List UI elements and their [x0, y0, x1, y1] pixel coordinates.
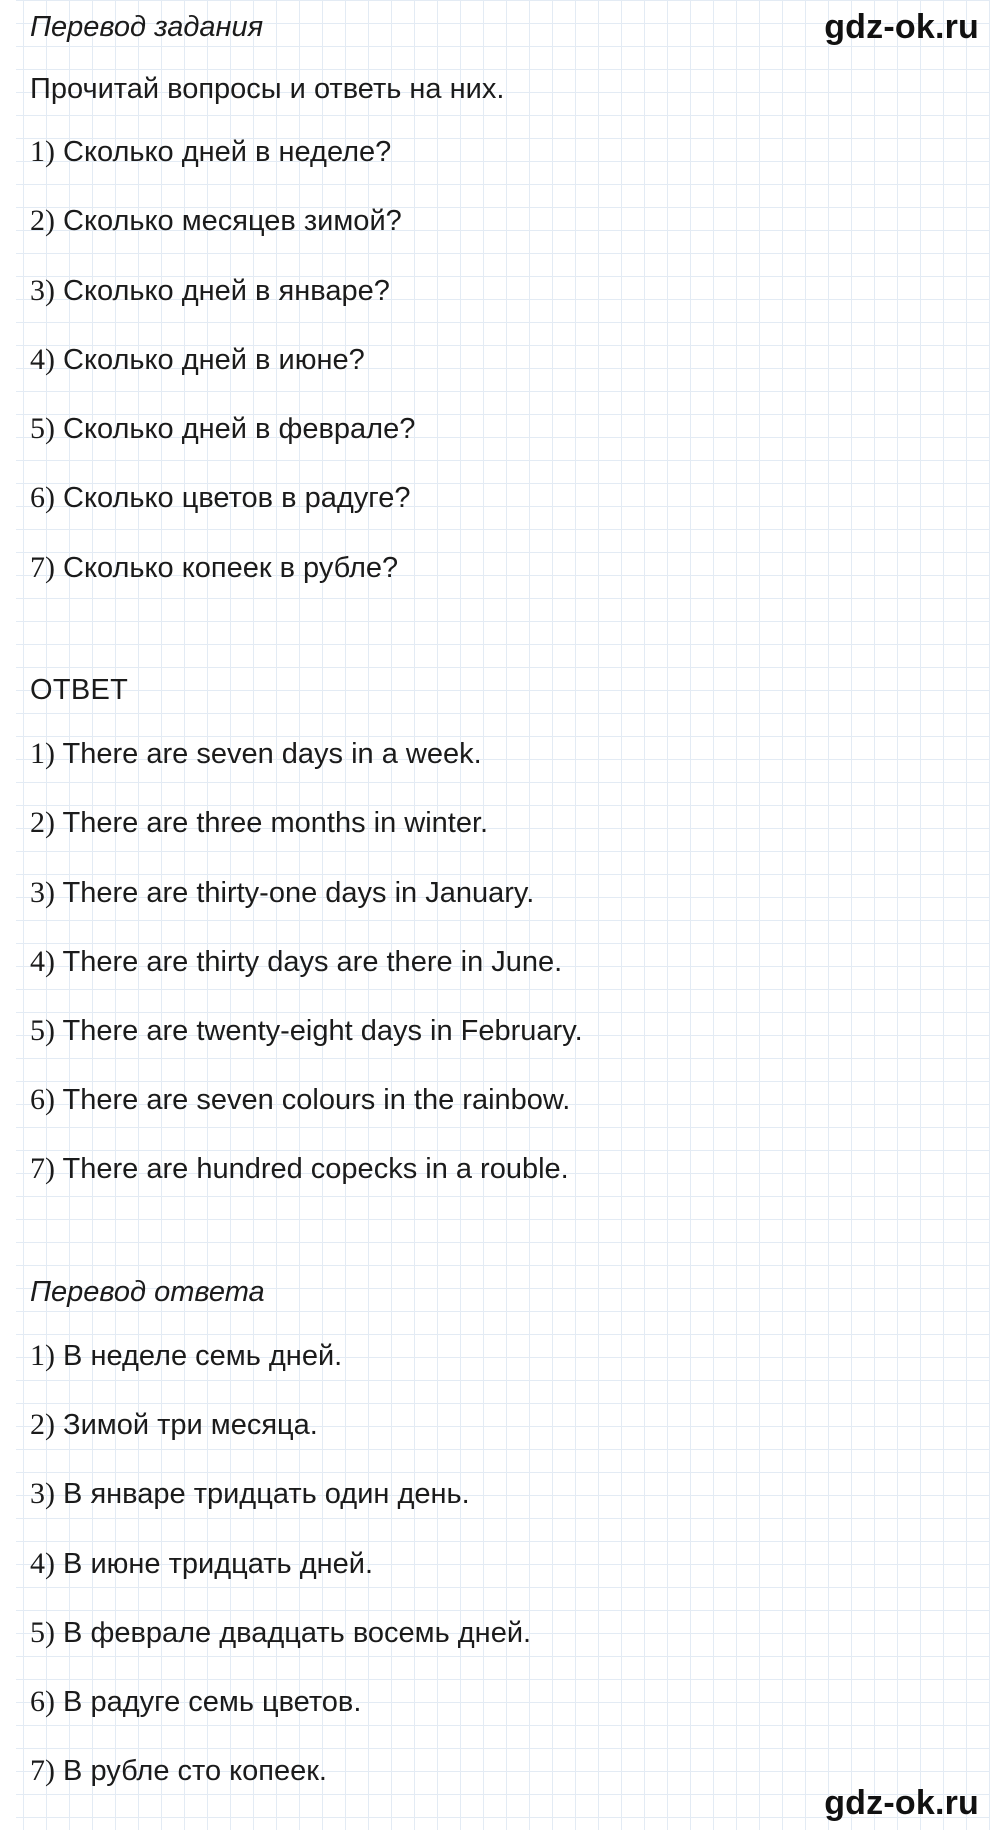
question-text: Сколько дней в неделе? — [55, 136, 392, 168]
translation-3 — [30, 1477, 470, 1511]
watermark-bottom: gdz-ok.ru — [824, 1784, 979, 1822]
translation-text: В июне тридцать дней. — [55, 1548, 374, 1580]
translation-number: 7) — [30, 1754, 55, 1787]
translation-number: 1) — [30, 1339, 55, 1372]
question-text: Сколько копеек в рубле? — [55, 552, 399, 584]
task-translation-heading: Перевод задания — [30, 11, 264, 43]
translation-2 — [30, 1408, 318, 1442]
task-instruction: Прочитай вопросы и ответь на них. — [30, 73, 505, 105]
question-text: Сколько дней в июне? — [55, 344, 365, 376]
answer-text: There are thirty days are there in June. — [55, 946, 563, 978]
translation-number: 3) — [30, 1477, 55, 1510]
translation-text: В январе тридцать один день. — [55, 1478, 470, 1510]
answer-6 — [30, 1083, 570, 1117]
left-margin — [0, 0, 16, 1830]
question-5 — [30, 412, 415, 446]
answer-4 — [30, 945, 562, 979]
translation-number: 2) — [30, 1408, 55, 1441]
question-2 — [30, 204, 402, 238]
answer-2 — [30, 806, 488, 840]
translation-text: Зимой три месяца. — [55, 1409, 318, 1441]
answer-7 — [30, 1152, 569, 1186]
question-number: 2) — [30, 204, 55, 237]
answer-number: 1) — [30, 737, 55, 770]
question-number: 6) — [30, 481, 55, 514]
question-text: Сколько месяцев зимой? — [55, 205, 402, 237]
watermark-top: gdz-ok.ru — [824, 8, 979, 46]
translation-1 — [30, 1339, 342, 1373]
answer-1 — [30, 737, 482, 771]
answer-number: 4) — [30, 945, 55, 978]
answer-heading: ОТВЕТ — [30, 674, 129, 706]
question-number: 3) — [30, 274, 55, 307]
translation-7 — [30, 1754, 327, 1788]
question-number: 1) — [30, 135, 55, 168]
translation-text: В рубле сто копеек. — [55, 1755, 327, 1787]
translation-5 — [30, 1616, 531, 1650]
question-text: Сколько цветов в радуге? — [55, 482, 411, 514]
answer-number: 5) — [30, 1014, 55, 1047]
answer-text: There are twenty-eight days in February. — [55, 1015, 583, 1047]
question-number: 5) — [30, 412, 55, 445]
answer-text: There are three months in winter. — [55, 807, 489, 839]
answer-3 — [30, 876, 534, 910]
answer-text: There are thirty-one days in January. — [55, 877, 535, 909]
question-4 — [30, 343, 365, 377]
translation-4 — [30, 1547, 373, 1581]
answer-text: There are seven colours in the rainbow. — [55, 1084, 571, 1116]
question-text: Сколько дней в феврале? — [55, 413, 416, 445]
answer-text: There are hundred copecks in a rouble. — [55, 1153, 569, 1185]
question-3 — [30, 274, 390, 308]
answer-number: 3) — [30, 876, 55, 909]
question-7 — [30, 551, 398, 585]
question-number: 4) — [30, 343, 55, 376]
translation-number: 4) — [30, 1547, 55, 1580]
answer-number: 7) — [30, 1152, 55, 1185]
translation-number: 6) — [30, 1685, 55, 1718]
question-1 — [30, 135, 391, 169]
answer-number: 2) — [30, 806, 55, 839]
question-text: Сколько дней в январе? — [55, 275, 390, 307]
question-6 — [30, 481, 410, 515]
question-number: 7) — [30, 551, 55, 584]
answer-number: 6) — [30, 1083, 55, 1116]
answer-translation-heading: Перевод ответа — [30, 1276, 265, 1308]
answer-5 — [30, 1014, 583, 1048]
translation-text: В неделе семь дней. — [55, 1340, 343, 1372]
translation-text: В радуге семь цветов. — [55, 1686, 362, 1718]
translation-6 — [30, 1685, 361, 1719]
translation-number: 5) — [30, 1616, 55, 1649]
translation-text: В феврале двадцать восемь дней. — [55, 1617, 532, 1649]
answer-text: There are seven days in a week. — [55, 738, 482, 770]
